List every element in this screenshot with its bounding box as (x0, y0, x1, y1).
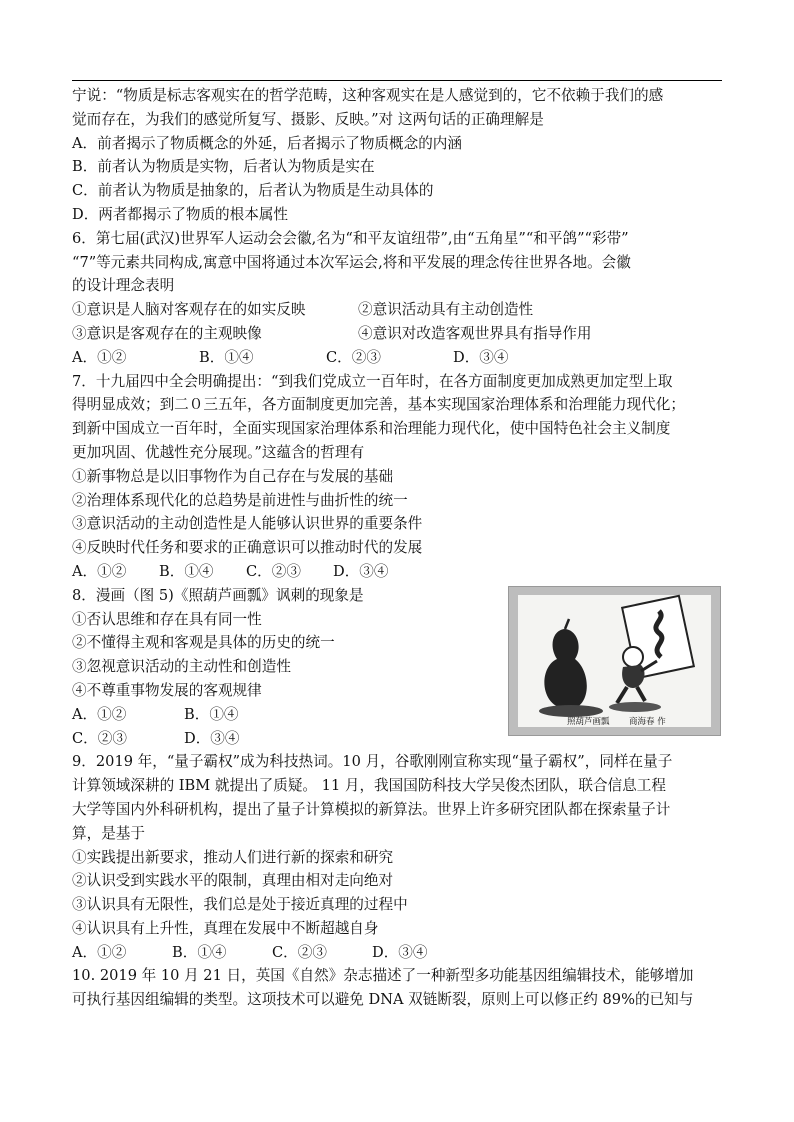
question-text: 觉而存在，为我们的感觉所复写、摄影、反映。”对 这两句话的正确理解是 (72, 110, 544, 128)
choice-a: A．①② (72, 943, 127, 961)
cartoon-author: 商海春 作 (629, 716, 666, 727)
statement-3: ③意识是客观存在的主观映像 (72, 324, 262, 342)
statement-4: ④反映时代任务和要求的正确意识可以推动时代的发展 (72, 539, 423, 557)
statement-2: ②治理体系现代化的总趋势是前进性与曲折性的统一 (72, 491, 408, 509)
choice-a: A．①② (72, 348, 127, 366)
statement-row (72, 322, 724, 346)
statement-4: ④认识具有上升性，真理在发展中不断超越自身 (72, 919, 379, 937)
statement-1: ①实践提出新要求，推动人们进行新的探索和研究 (72, 848, 394, 866)
choice-row (72, 560, 724, 584)
statement-4: ④不尊重事物发展的客观规律 (72, 681, 262, 699)
statement-1: ①新事物总是以旧事物作为自己存在与发展的基础 (72, 467, 394, 485)
choice-row (72, 941, 724, 965)
exam-page (72, 84, 724, 1012)
question-text: 9．2019 年，“量子霸权”成为科技热词。10 月，谷歌刚刚宣称实现“量子霸权”，同样在量子 (72, 753, 673, 771)
choice-b: B．①④ (172, 943, 227, 961)
statement-2: ②不懂得主观和客观是具体的历史的统一 (72, 634, 335, 652)
question-5 (72, 84, 724, 227)
choice-c: C．②③ (272, 943, 327, 961)
option-c: C．前者认为物质是抽象的，后者认为物质是生动具体的 (72, 182, 434, 200)
question-text: 6．第七届(武汉)世界军人运动会会徽,名为“和平友谊纽带”,由“五角星”“和平鸽”“彩带” (72, 229, 629, 247)
statement-4: ④意识对改造客观世界具有指导作用 (358, 324, 592, 342)
choice-b: B．①④ (184, 705, 239, 723)
statement-3: ③意识活动的主动创造性是人能够认识世界的重要条件 (72, 515, 423, 533)
choice-a: A．①② (72, 705, 127, 723)
choice-c: C．②③ (246, 562, 301, 580)
question-text: “7”等元素共同构成,寓意中国将通过本次军运会,将和平发展的理念传往世界各地。会徽 (72, 253, 631, 271)
question-text: 的设计理念表明 (72, 277, 175, 295)
choice-b: B．①④ (159, 562, 214, 580)
choice-d: D．③④ (453, 348, 509, 366)
question-text: 7．十九届四中全会明确提出：“到我们党成立一百年时，在各方面制度更加成熟更加定型上取 (72, 372, 673, 390)
choice-b: B．①④ (199, 348, 254, 366)
option-d: D．两者都揭示了物质的根本属性 (72, 205, 289, 223)
question-8 (72, 584, 724, 751)
question-text: 算，是基于 (72, 824, 145, 842)
question-text: 10. 2019 年 10 月 21 日，英国《自然》杂志描述了一种新型多功能基因组编辑技术，能够增加 (72, 967, 694, 985)
question-text: 8．漫画（图 5)《照葫芦画瓢》讽刺的现象是 (72, 586, 364, 604)
option-a: A．前者揭示了物质概念的外延，后者揭示了物质概念的内涵 (72, 134, 462, 152)
statement-3: ③忽视意识活动的主动性和创造性 (72, 658, 291, 676)
statement-3: ③认识具有无限性，我们总是处于接近真理的过程中 (72, 896, 408, 914)
header-rule (72, 80, 722, 81)
choice-a: A．①② (72, 562, 127, 580)
cartoon-image (508, 586, 721, 736)
question-6 (72, 227, 724, 370)
question-text: 到新中国成立一百年时，全面实现国家治理体系和治理能力现代化，使中国特色社会主义制度 (72, 420, 671, 438)
choice-c: C．②③ (326, 348, 381, 366)
statement-1: ①否认思维和存在具有同一性 (72, 610, 262, 628)
statement-1: ①意识是人脑对客观存在的如实反映 (72, 301, 306, 319)
option-b: B．前者认为物质是实物，后者认为物质是实在 (72, 158, 375, 176)
statement-2: ②认识受到实践水平的限制，真理由相对走向绝对 (72, 872, 394, 890)
question-7 (72, 370, 724, 584)
statement-2: ②意识活动具有主动创造性 (358, 301, 534, 319)
choice-d: D．③④ (333, 562, 389, 580)
cartoon-title: 照葫芦画瓢 (567, 716, 610, 727)
question-text: 更加巩固、优越性充分展现。”这蕴含的哲理有 (72, 443, 365, 461)
choice-c: C．②③ (72, 729, 127, 747)
question-text: 计算领域深耕的 IBM 就提出了质疑。 11 月，我国国防科技大学吴俊杰团队，联合信息工程 (72, 777, 666, 795)
statement-row (72, 298, 724, 322)
choice-d: D．③④ (184, 729, 240, 747)
question-10 (72, 964, 724, 1012)
question-text: 宁说：“物质是标志客观实在的哲学范畴，这种客观实在是人感觉到的，它不依赖于我们的感 (72, 87, 664, 104)
question-text: 得明显成效；到二０三五年，各方面制度更加完善，基本实现国家治理体系和治理能力现代化； (72, 396, 685, 414)
choice-d: D．③④ (372, 943, 428, 961)
question-9 (72, 750, 724, 964)
choice-row (72, 346, 724, 370)
question-text: 可执行基因组编辑的类型。这项技术可以避免 DNA 双链断裂，原则上可以修正约 89%的已知与 (72, 991, 694, 1009)
question-text: 大学等国内外科研机构，提出了量子计算模拟的新算法。世界上许多研究团队都在探索量子计 (72, 800, 671, 818)
